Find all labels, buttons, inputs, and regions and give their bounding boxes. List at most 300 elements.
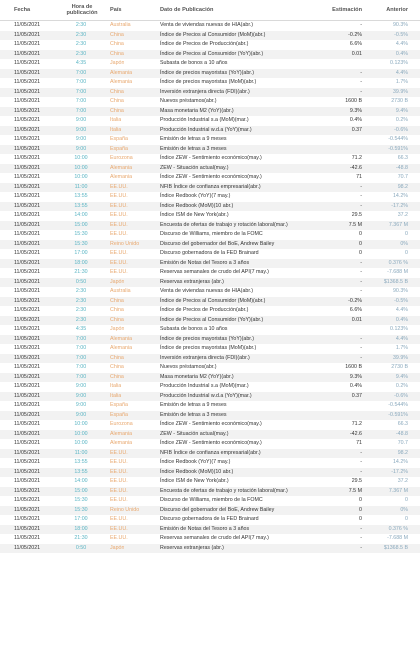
cell-anterior: 37.2 xyxy=(397,212,408,218)
table-row[interactable] xyxy=(0,154,420,164)
table-row[interactable] xyxy=(0,363,420,373)
table-row[interactable] xyxy=(0,344,420,354)
cell-dato: Reservas semanales de crudo del API(7 may.) xyxy=(160,535,269,541)
cell-anterior: -0.544% xyxy=(388,402,408,408)
cell-fecha: 11/05/2021 xyxy=(14,364,41,370)
cell-estimacion: - xyxy=(360,88,362,95)
cell-hora: 7:00 xyxy=(75,354,87,361)
cell-fecha: 11/05/2021 xyxy=(14,497,41,503)
cell-dato: Índice ZEW - Sentimiento económico(may.) xyxy=(160,440,262,446)
table-row[interactable] xyxy=(0,544,420,554)
cell-fecha: 11/05/2021 xyxy=(14,145,41,152)
cell-hora: 15:30 xyxy=(74,497,88,503)
cell-fecha: 11/05/2021 xyxy=(14,250,41,256)
cell-estimacion: - xyxy=(360,354,362,361)
cell-pais: Italia xyxy=(110,126,122,133)
cell-fecha: 11/05/2021 xyxy=(14,212,41,218)
cell-fecha: 11/05/2021 xyxy=(14,22,41,28)
cell-hora: 11:00 xyxy=(74,183,88,190)
cell-dato: Producción Industrial w.d.a (YoY)(mar.) xyxy=(160,126,252,133)
cell-anterior: 7.367 M xyxy=(388,221,408,228)
cell-dato: Índice de Precios al Consumidor (YoY)(abr.) xyxy=(160,316,264,323)
cell-hora: 7:00 xyxy=(75,98,87,104)
cell-dato: ZEW - Situación actual(may.) xyxy=(160,430,229,437)
cell-pais: EE.UU. xyxy=(110,193,128,199)
cell-hora: 18:00 xyxy=(74,525,88,532)
table-row[interactable] xyxy=(0,287,420,297)
table-row[interactable] xyxy=(0,183,420,193)
cell-pais: Alemania xyxy=(110,79,133,85)
cell-pais: Eurozona xyxy=(110,155,133,161)
cell-pais: China xyxy=(110,50,124,57)
table-row[interactable] xyxy=(0,506,420,516)
cell-dato: Índice Redbook (MoM)(10 abr.) xyxy=(160,468,234,475)
cell-fecha: 11/05/2021 xyxy=(14,478,41,484)
cell-estimacion: 9.3% xyxy=(349,107,362,114)
table-row[interactable] xyxy=(0,458,420,468)
cell-fecha: 11/05/2021 xyxy=(14,373,41,380)
cell-fecha: 11/05/2021 xyxy=(14,79,41,85)
cell-pais: Japón xyxy=(110,326,125,332)
cell-dato: Emisión de Notas del Tesoro a 3 años xyxy=(160,525,250,532)
table-row[interactable] xyxy=(0,192,420,202)
table-row[interactable] xyxy=(0,525,420,535)
table-row[interactable] xyxy=(0,430,420,440)
cell-anterior: 0 xyxy=(405,231,408,237)
table-row[interactable] xyxy=(0,382,420,392)
cell-anterior: -0.591% xyxy=(388,411,408,418)
cell-fecha: 11/05/2021 xyxy=(14,41,41,47)
cell-fecha: 11/05/2021 xyxy=(14,326,41,332)
cell-estimacion: - xyxy=(360,183,362,190)
table-row[interactable] xyxy=(0,173,420,183)
cell-fecha: 11/05/2021 xyxy=(14,345,41,351)
cell-fecha: 11/05/2021 xyxy=(14,278,41,285)
cell-fecha: 11/05/2021 xyxy=(14,259,41,266)
cell-pais: Eurozona xyxy=(110,421,133,427)
cell-pais: Australia xyxy=(110,288,131,294)
cell-fecha: 11/05/2021 xyxy=(14,155,41,161)
cell-hora: 15:30 xyxy=(74,506,88,513)
cell-hora: 7:00 xyxy=(75,345,87,351)
cell-dato: Emisión de letras a 3 meses xyxy=(160,145,227,152)
table-row[interactable] xyxy=(0,335,420,345)
cell-hora: 9:00 xyxy=(75,117,87,123)
cell-pais: Alemania xyxy=(110,69,133,76)
cell-hora: 9:00 xyxy=(75,126,87,133)
cell-estimacion: 71 xyxy=(356,440,362,446)
cell-dato: Índice de precios mayoristas (YoY)(abr.) xyxy=(160,69,255,76)
cell-pais: Japón xyxy=(110,278,125,285)
table-row[interactable] xyxy=(0,21,420,31)
cell-pais: EE.UU. xyxy=(110,525,128,532)
table-row[interactable] xyxy=(0,116,420,126)
cell-anterior: 9.4% xyxy=(395,373,408,380)
table-row[interactable] xyxy=(0,468,420,478)
cell-estimacion: - xyxy=(360,335,362,342)
cell-dato: Encuesta de ofertas de trabajo y rotación laboral(mar.) xyxy=(160,221,288,228)
cell-estimacion: 0.4% xyxy=(349,117,362,123)
table-row[interactable] xyxy=(0,88,420,98)
cell-fecha: 11/05/2021 xyxy=(14,354,41,361)
cell-estimacion: 29.5 xyxy=(351,212,362,218)
column-header-fecha: Fecha xyxy=(14,6,31,13)
cell-fecha: 11/05/2021 xyxy=(14,402,41,408)
cell-estimacion: - xyxy=(360,459,362,465)
cell-anterior: -0.6% xyxy=(394,126,408,133)
table-header xyxy=(0,0,420,21)
cell-estimacion: - xyxy=(360,269,362,275)
cell-dato: NFIB Índice de confianza empresarial(abr.) xyxy=(160,449,261,456)
table-row[interactable] xyxy=(0,107,420,117)
cell-hora: 17:00 xyxy=(74,516,88,522)
cell-estimacion: - xyxy=(360,193,362,199)
table-row[interactable] xyxy=(0,268,420,278)
cell-estimacion: -0.2% xyxy=(348,297,362,304)
cell-dato: Inversión extranjera directa (FDI)(abr.) xyxy=(160,88,250,95)
table-row[interactable] xyxy=(0,477,420,487)
cell-dato: Masa monetaria M2 (YoY)(abr.) xyxy=(160,373,234,380)
cell-dato: ZEW - Situación actual(may.) xyxy=(160,164,229,171)
table-row[interactable] xyxy=(0,496,420,506)
cell-dato: Reservas extranjeras (abr.) xyxy=(160,544,224,551)
cell-pais: España xyxy=(110,145,128,152)
cell-hora: 9:00 xyxy=(75,145,87,152)
cell-fecha: 11/05/2021 xyxy=(14,392,41,399)
column-header-dato: Dato de Publicación xyxy=(160,6,214,13)
cell-fecha: 11/05/2021 xyxy=(14,516,41,522)
cell-dato: Producción Industrial s.a (MoM)(mar.) xyxy=(160,383,249,389)
cell-anterior: 0.376 % xyxy=(388,259,408,266)
cell-anterior: 90.3% xyxy=(392,22,408,28)
cell-fecha: 11/05/2021 xyxy=(14,468,41,475)
cell-pais: EE.UU. xyxy=(110,516,128,522)
cell-anterior: 0.4% xyxy=(395,316,408,323)
cell-hora: 13:55 xyxy=(74,468,88,475)
cell-fecha: 11/05/2021 xyxy=(14,297,41,304)
cell-hora: 10:00 xyxy=(74,155,88,161)
cell-estimacion: 7.5 M xyxy=(348,487,362,494)
table-row[interactable] xyxy=(0,40,420,50)
cell-anterior: 0.123% xyxy=(390,326,408,332)
cell-anterior: 2730 B xyxy=(391,364,408,370)
cell-dato: Discurso gobernadora de la FED Brainard xyxy=(160,250,259,256)
cell-estimacion: 0 xyxy=(359,231,362,237)
cell-anterior: 0.2% xyxy=(395,383,408,389)
cell-dato: Emisión de letras a 3 meses xyxy=(160,411,227,418)
cell-hora: 13:55 xyxy=(74,459,88,465)
cell-hora: 14:00 xyxy=(74,212,88,218)
cell-dato: Índice de precios mayoristas (MoM)(abr.) xyxy=(160,79,257,85)
table-row[interactable] xyxy=(0,135,420,145)
table-row[interactable] xyxy=(0,401,420,411)
cell-fecha: 11/05/2021 xyxy=(14,240,41,247)
table-row[interactable] xyxy=(0,278,420,288)
table-row[interactable] xyxy=(0,126,420,136)
cell-dato: Discurso del gobernador del BoE, Andrew Bailey xyxy=(160,506,275,513)
cell-estimacion: 0.01 xyxy=(351,50,362,57)
cell-dato: Índice ZEW - Sentimiento económico(may.) xyxy=(160,155,262,161)
cell-estimacion: 71 xyxy=(356,174,362,180)
cell-pais: China xyxy=(110,316,124,323)
cell-anterior: 0% xyxy=(400,506,408,513)
table-row[interactable] xyxy=(0,515,420,525)
cell-hora: 0:50 xyxy=(75,278,87,285)
cell-estimacion: - xyxy=(360,79,362,85)
table-row[interactable] xyxy=(0,316,420,326)
cell-hora: 10:00 xyxy=(74,440,88,446)
cell-hora: 2:30 xyxy=(75,307,87,313)
cell-fecha: 11/05/2021 xyxy=(14,316,41,323)
cell-pais: EE.UU. xyxy=(110,250,128,256)
cell-hora: 2:30 xyxy=(75,297,87,304)
cell-dato: Emisión de Notas del Tesoro a 3 años xyxy=(160,259,250,266)
table-row[interactable] xyxy=(0,240,420,250)
cell-dato: Índice de Precios de Producción(abr.) xyxy=(160,41,249,47)
cell-dato: Nuevos préstamos(abr.) xyxy=(160,364,217,370)
cell-hora: 9:00 xyxy=(75,402,87,408)
cell-anterior: 90.3% xyxy=(392,288,408,294)
cell-hora: 14:00 xyxy=(74,478,88,484)
cell-hora: 0:50 xyxy=(75,544,87,551)
table-row[interactable] xyxy=(0,259,420,269)
cell-estimacion: -42.6 xyxy=(349,430,362,437)
cell-anterior: 66.3 xyxy=(397,421,408,427)
cell-fecha: 11/05/2021 xyxy=(14,487,41,494)
cell-fecha: 11/05/2021 xyxy=(14,430,41,437)
cell-anterior: 1.7% xyxy=(395,345,408,351)
cell-anterior: 14.2% xyxy=(392,193,408,199)
table-row[interactable] xyxy=(0,325,420,335)
cell-pais: Alemania xyxy=(110,430,133,437)
cell-anterior: 0 xyxy=(405,250,408,256)
cell-anterior: -48.8 xyxy=(395,430,408,437)
cell-pais: Alemania xyxy=(110,440,133,446)
cell-anterior: 0.4% xyxy=(395,50,408,57)
table-row[interactable] xyxy=(0,373,420,383)
table-row[interactable] xyxy=(0,78,420,88)
cell-pais: China xyxy=(110,307,124,313)
table-row[interactable] xyxy=(0,230,420,240)
cell-hora: 7:00 xyxy=(75,107,87,114)
cell-estimacion: 0.37 xyxy=(351,126,362,133)
cell-anterior: 0 xyxy=(405,497,408,503)
cell-anterior: -7.688 M xyxy=(387,269,408,275)
cell-hora: 18:00 xyxy=(74,259,88,266)
cell-estimacion: - xyxy=(360,525,362,532)
cell-anterior: $1368.5 B xyxy=(383,278,408,285)
cell-hora: 10:00 xyxy=(74,174,88,180)
cell-estimacion: - xyxy=(360,278,362,285)
cell-estimacion: 0.4% xyxy=(349,383,362,389)
table-row[interactable] xyxy=(0,59,420,69)
cell-pais: Japón xyxy=(110,544,125,551)
table-row[interactable] xyxy=(0,487,420,497)
cell-pais: Reino Unido xyxy=(110,240,140,247)
cell-dato: Índice de Precios al Consumidor (MoM)(abr.) xyxy=(160,297,266,304)
cell-dato: Subasta de bonos a 10 años xyxy=(160,326,228,332)
cell-hora: 9:00 xyxy=(75,411,87,418)
cell-pais: China xyxy=(110,41,124,47)
cell-pais: China xyxy=(110,107,124,114)
calendar-table-body xyxy=(0,21,420,553)
cell-estimacion: 71.2 xyxy=(351,155,362,161)
cell-estimacion: - xyxy=(360,202,362,209)
cell-estimacion: - xyxy=(360,345,362,351)
cell-anterior: -17.2% xyxy=(391,202,408,209)
cell-hora: 7:00 xyxy=(75,335,87,342)
cell-pais: EE.UU. xyxy=(110,259,128,266)
cell-hora: 21:30 xyxy=(74,535,88,541)
cell-pais: China xyxy=(110,88,124,95)
cell-pais: EE.UU. xyxy=(110,212,128,218)
cell-fecha: 11/05/2021 xyxy=(14,31,41,38)
cell-hora: 15:30 xyxy=(74,240,88,247)
cell-pais: China xyxy=(110,31,124,38)
cell-anterior: 37.2 xyxy=(397,478,408,484)
table-row[interactable] xyxy=(0,50,420,60)
cell-hora: 2:30 xyxy=(75,316,87,323)
table-row[interactable] xyxy=(0,97,420,107)
cell-dato: Producción Industrial w.d.a (YoY)(mar.) xyxy=(160,392,252,399)
cell-anterior: 39.9% xyxy=(392,354,408,361)
cell-hora: 9:00 xyxy=(75,136,87,142)
cell-pais: EE.UU. xyxy=(110,269,128,275)
table-row[interactable] xyxy=(0,420,420,430)
cell-dato: NFIB Índice de confianza empresarial(abr.) xyxy=(160,183,261,190)
cell-hora: 15:00 xyxy=(74,487,88,494)
cell-fecha: 11/05/2021 xyxy=(14,221,41,228)
cell-anterior: 0.376 % xyxy=(388,525,408,532)
cell-estimacion: 0 xyxy=(359,497,362,503)
table-row[interactable] xyxy=(0,297,420,307)
cell-pais: Alemania xyxy=(110,164,133,171)
table-row[interactable] xyxy=(0,164,420,174)
cell-hora: 13:55 xyxy=(74,202,88,209)
cell-hora: 4:35 xyxy=(75,60,87,66)
cell-pais: Japón xyxy=(110,60,125,66)
cell-pais: EE.UU. xyxy=(110,231,128,237)
cell-fecha: 11/05/2021 xyxy=(14,411,41,418)
column-header-estimacion: Estimación xyxy=(332,6,362,13)
cell-dato: Índice ISM de New York(abr.) xyxy=(160,212,229,218)
cell-estimacion: 0 xyxy=(359,240,362,247)
cell-dato: Reservas extranjeras (abr.) xyxy=(160,278,224,285)
table-row[interactable] xyxy=(0,211,420,221)
cell-dato: Índice de Precios al Consumidor (MoM)(abr.) xyxy=(160,31,266,38)
table-row[interactable] xyxy=(0,392,420,402)
cell-hora: 15:30 xyxy=(74,231,88,237)
cell-fecha: 11/05/2021 xyxy=(14,383,41,389)
cell-hora: 7:00 xyxy=(75,79,87,85)
cell-anterior: 0 xyxy=(405,516,408,522)
cell-anterior: -0.5% xyxy=(394,31,408,38)
column-header-anterior: Anterior xyxy=(386,6,408,13)
cell-hora: 7:00 xyxy=(75,69,87,76)
cell-hora: 7:00 xyxy=(75,88,87,95)
cell-estimacion: -42.6 xyxy=(349,164,362,171)
cell-dato: Discurso de Williams, miembro de la FOMC xyxy=(160,497,263,503)
cell-hora: 17:00 xyxy=(74,250,88,256)
cell-pais: Alemania xyxy=(110,335,133,342)
cell-fecha: 11/05/2021 xyxy=(14,88,41,95)
cell-anterior: -17.2% xyxy=(391,468,408,475)
cell-estimacion: - xyxy=(360,288,362,294)
cell-fecha: 11/05/2021 xyxy=(14,288,41,294)
cell-fecha: 11/05/2021 xyxy=(14,60,41,66)
cell-pais: EE.UU. xyxy=(110,183,128,190)
table-row[interactable] xyxy=(0,411,420,421)
cell-dato: Índice Redbook (YoY)(7 may.) xyxy=(160,459,231,465)
table-row[interactable] xyxy=(0,306,420,316)
cell-pais: España xyxy=(110,411,128,418)
column-header-hora: Hora de publicación xyxy=(66,3,98,16)
cell-anterior: -48.8 xyxy=(395,164,408,171)
cell-estimacion: 0.01 xyxy=(351,316,362,323)
cell-estimacion: 6.6% xyxy=(349,41,362,47)
cell-anterior: 4.4% xyxy=(395,307,408,313)
table-row[interactable] xyxy=(0,249,420,259)
cell-anterior: 4.4% xyxy=(395,69,408,76)
cell-hora: 9:00 xyxy=(75,392,87,399)
table-row[interactable] xyxy=(0,449,420,459)
cell-fecha: 11/05/2021 xyxy=(14,174,41,180)
cell-fecha: 11/05/2021 xyxy=(14,136,41,142)
table-row[interactable] xyxy=(0,202,420,212)
cell-fecha: 11/05/2021 xyxy=(14,202,41,209)
table-row[interactable] xyxy=(0,145,420,155)
cell-dato: Índice de Precios al Consumidor (YoY)(abr.) xyxy=(160,50,264,57)
cell-hora: 4:35 xyxy=(75,326,87,332)
cell-pais: EE.UU. xyxy=(110,487,128,494)
cell-hora: 15:00 xyxy=(74,221,88,228)
table-row[interactable] xyxy=(0,221,420,231)
cell-anterior: 98.2 xyxy=(397,183,408,190)
cell-pais: EE.UU. xyxy=(110,497,128,503)
cell-hora: 21:30 xyxy=(74,269,88,275)
cell-hora: 13:55 xyxy=(74,193,88,199)
cell-estimacion: 0.37 xyxy=(351,392,362,399)
cell-pais: EE.UU. xyxy=(110,468,128,475)
table-row[interactable] xyxy=(0,31,420,41)
cell-fecha: 11/05/2021 xyxy=(14,69,41,76)
cell-anterior: 0.123% xyxy=(390,60,408,66)
cell-hora: 2:30 xyxy=(75,50,87,57)
cell-dato: Reservas semanales de crudo del API(7 may.) xyxy=(160,269,269,275)
cell-dato: Índice de Precios de Producción(abr.) xyxy=(160,307,249,313)
cell-anterior: 70.7 xyxy=(397,174,408,180)
cell-anterior: -7.688 M xyxy=(387,535,408,541)
cell-dato: Índice Redbook (YoY)(7 may.) xyxy=(160,193,231,199)
cell-estimacion: 1600 B xyxy=(345,364,362,370)
table-row[interactable] xyxy=(0,534,420,544)
cell-hora: 7:00 xyxy=(75,373,87,380)
cell-pais: EE.UU. xyxy=(110,449,128,456)
cell-fecha: 11/05/2021 xyxy=(14,335,41,342)
table-row[interactable] xyxy=(0,69,420,79)
cell-dato: Producción Industrial s.a (MoM)(mar.) xyxy=(160,117,249,123)
cell-hora: 10:00 xyxy=(74,430,88,437)
table-row[interactable] xyxy=(0,354,420,364)
cell-hora: 7:00 xyxy=(75,364,87,370)
cell-anterior: 66.3 xyxy=(397,155,408,161)
table-row[interactable] xyxy=(0,439,420,449)
cell-pais: Italia xyxy=(110,117,122,123)
cell-fecha: 11/05/2021 xyxy=(14,98,41,104)
cell-estimacion: 6.6% xyxy=(349,307,362,313)
cell-anterior: -0.591% xyxy=(388,145,408,152)
cell-fecha: 11/05/2021 xyxy=(14,459,41,465)
